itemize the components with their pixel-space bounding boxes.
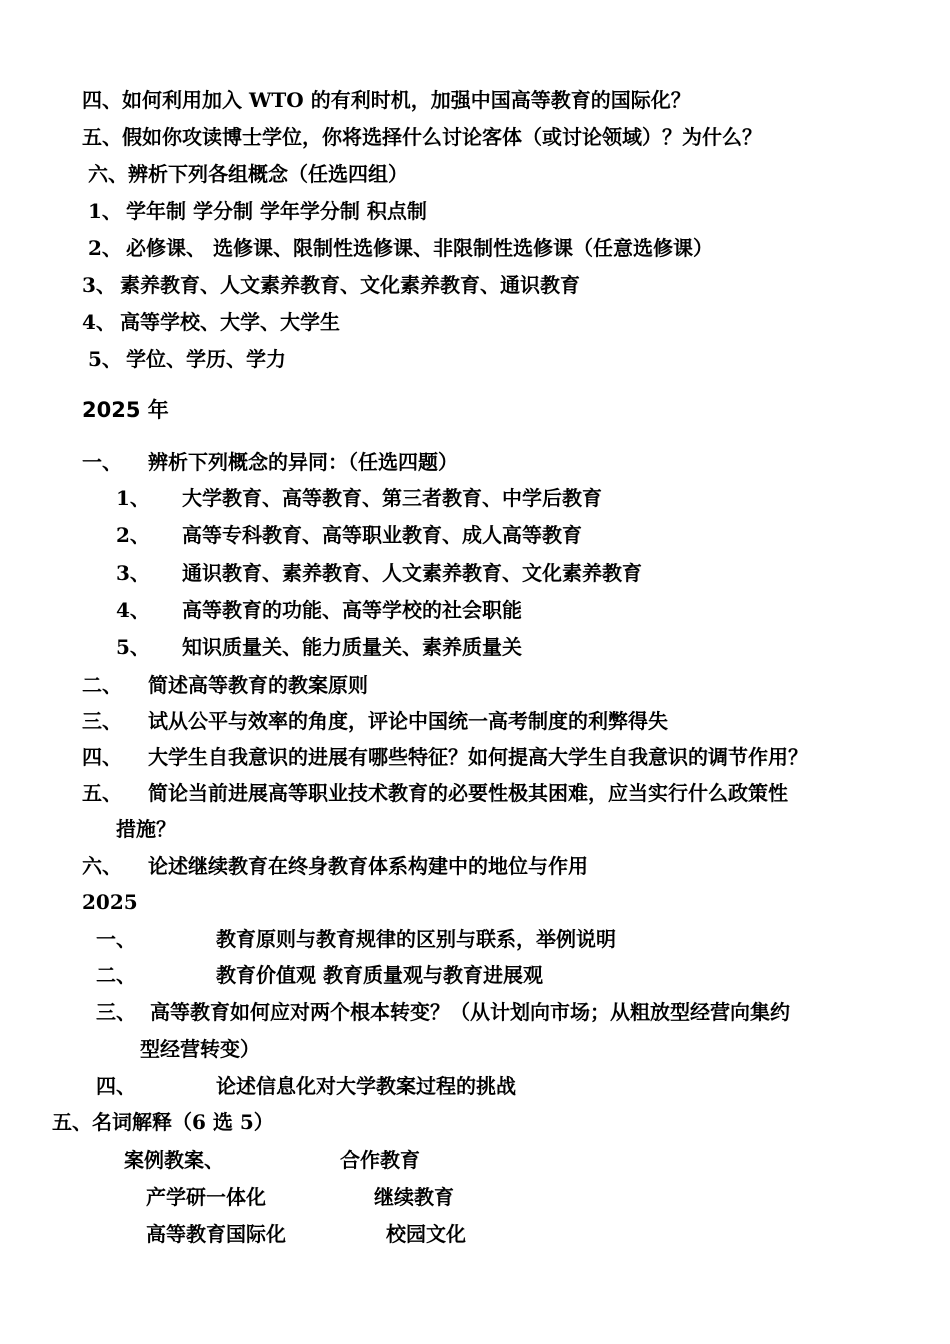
- question-5-terms: 五、名词解释（6 选 5）: [52, 1110, 274, 1134]
- question-4-wto: 四、如何利用加入 WTO 的有利时机，加强中国高等教育的国际化？: [82, 88, 691, 112]
- question-number: 一、: [82, 450, 122, 474]
- year-label: 2025: [82, 890, 138, 914]
- question-6-concepts: 六、辨析下列各组概念（任选四组）: [88, 162, 408, 186]
- term-item: 校园文化: [386, 1222, 466, 1246]
- question-number: 三、: [96, 1000, 136, 1024]
- question-6-continuing-education: [82, 854, 588, 878]
- item-number: 5、: [88, 347, 122, 371]
- item-text: 通识教育、素养教育、人文素养教育、文化素养教育: [182, 561, 642, 585]
- question-number: 二、: [82, 673, 122, 697]
- question-5-vocational: [82, 781, 788, 805]
- term-item: 合作教育: [340, 1148, 420, 1172]
- list-item: [88, 347, 286, 371]
- question-5-doctorate: 五、假如你攻读博士学位，你将选择什么讨论客体（或讨论领域）？为什么？: [82, 125, 762, 149]
- item-text: 素养教育、人文素养教育、文化素养教育、通识教育: [120, 273, 580, 297]
- list-item: [116, 486, 602, 510]
- question-text: 简论当前进展高等职业技术教育的必要性极其困难，应当实行什么政策性: [148, 781, 788, 805]
- question-text: 大学生自我意识的进展有哪些特征？如何提高大学生自我意识的调节作用？: [148, 745, 808, 769]
- list-item: [116, 598, 522, 622]
- list-item: [82, 273, 580, 297]
- question-5-continuation: 措施？: [116, 817, 176, 841]
- list-item: [116, 523, 582, 547]
- item-number: 2、: [116, 523, 150, 547]
- question-text: 辨析下列概念的异同：（任选四题）: [148, 450, 458, 474]
- year-heading: 2025 年: [82, 398, 169, 422]
- question-3-exam: [82, 709, 668, 733]
- question-number: 四、: [96, 1074, 136, 1098]
- question-text: 论述信息化对大学教案过程的挑战: [216, 1074, 516, 1098]
- item-number: 3、: [82, 273, 116, 297]
- item-text: 知识质量关、能力质量关、素养质量关: [182, 635, 522, 659]
- item-text: 学位、学历、学力: [126, 347, 286, 371]
- item-text: 学年制 学分制 学年学分制 积点制: [126, 199, 427, 223]
- item-text: 高等专科教育、高等职业教育、成人高等教育: [182, 523, 582, 547]
- list-item: [116, 635, 522, 659]
- item-text: 大学教育、高等教育、第三者教育、中学后教育: [182, 486, 602, 510]
- question-3-continuation: 型经营转变）: [140, 1037, 260, 1061]
- question-text: 试从公平与效率的角度，评论中国统一高考制度的利弊得失: [148, 709, 668, 733]
- list-item: [116, 561, 642, 585]
- item-number: 2、: [88, 236, 122, 260]
- question-number: 三、: [82, 709, 122, 733]
- question-text: 教育价值观 教育质量观与教育进展观: [216, 963, 543, 987]
- item-number: 4、: [82, 310, 116, 334]
- question-text: 论述继续教育在终身教育体系构建中的地位与作用: [148, 854, 588, 878]
- item-number: 4、: [116, 598, 150, 622]
- question-number: 六、: [82, 854, 122, 878]
- item-number: 3、: [116, 561, 150, 585]
- term-item: 产学研一体化: [146, 1185, 266, 1209]
- question-text: 教育原则与教育规律的区别与联系，举例说明: [216, 927, 616, 951]
- question-3-transformation: [96, 1000, 790, 1024]
- term-item: 继续教育: [374, 1185, 454, 1209]
- question-number: 四、: [82, 745, 122, 769]
- list-item: [82, 310, 340, 334]
- item-number: 1、: [116, 486, 150, 510]
- question-text: 简述高等教育的教案原则: [148, 673, 368, 697]
- question-text: 高等教育如何应对两个根本转变？（从计划向市场；从粗放型经营向集约: [150, 1000, 790, 1024]
- question-number: 二、: [96, 963, 136, 987]
- item-text: 必修课、 选修课、限制性选修课、非限制性选修课（任意选修课）: [126, 236, 713, 260]
- list-item: [88, 199, 427, 223]
- term-item: 案例教案、: [124, 1148, 224, 1172]
- item-number: 1、: [88, 199, 122, 223]
- term-item: 高等教育国际化: [146, 1222, 286, 1246]
- item-text: 高等学校、大学、大学生: [120, 310, 340, 334]
- question-number: 五、: [82, 781, 122, 805]
- question-2-values: [96, 963, 543, 987]
- question-4-self-awareness: [82, 745, 808, 769]
- item-text: 高等教育的功能、高等学校的社会职能: [182, 598, 522, 622]
- item-number: 5、: [116, 635, 150, 659]
- question-4-informatization: [96, 1074, 516, 1098]
- question-1-principles-laws: [96, 927, 616, 951]
- question-number: 一、: [96, 927, 136, 951]
- question-1-concepts: [82, 450, 458, 474]
- list-item: [88, 236, 713, 260]
- question-2-principles: [82, 673, 368, 697]
